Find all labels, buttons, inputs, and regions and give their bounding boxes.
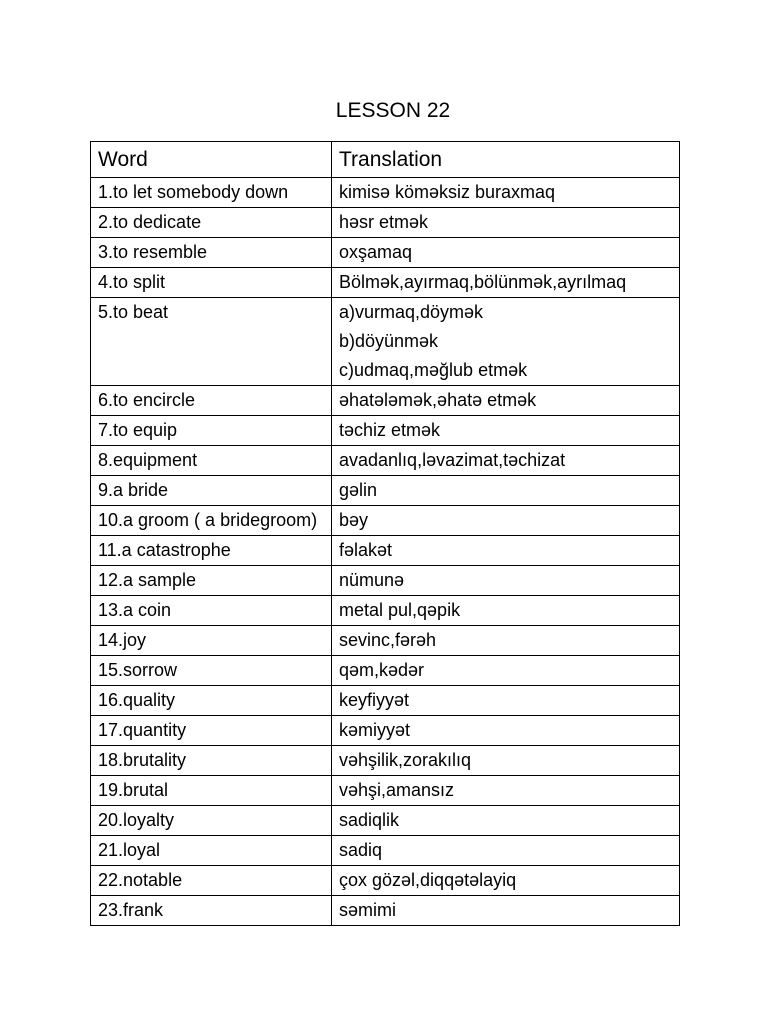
translation-cell (332, 686, 680, 716)
translation-text: keyfiyyət (339, 690, 410, 710)
column-header-translation: Translation (332, 142, 680, 178)
translation-cell (332, 416, 680, 446)
table-header-row (91, 142, 680, 178)
table-row (91, 896, 680, 926)
translation-cell (332, 386, 680, 416)
word-cell: 22.notable (91, 866, 332, 896)
column-header-word: Word (91, 142, 332, 178)
word-cell: 1.to let somebody down (91, 178, 332, 208)
table-row (91, 596, 680, 626)
table-row (91, 686, 680, 716)
word-cell: 8.equipment (91, 446, 332, 476)
table-row (91, 178, 680, 208)
translation-text: səmimi (339, 900, 396, 920)
table-row (91, 238, 680, 268)
word-cell: 20.loyalty (91, 806, 332, 836)
translation-cell (332, 566, 680, 596)
translation-text: vəhşi,amansız (339, 780, 455, 800)
table-row (91, 506, 680, 536)
table-row (91, 776, 680, 806)
table-row (91, 416, 680, 446)
table-row (91, 446, 680, 476)
translation-cell (332, 866, 680, 896)
word-cell: 10.a groom ( a bridegroom) (91, 506, 332, 536)
translation-cell (332, 446, 680, 476)
translation-text: avadanlıq,ləvazimat,təchizat (339, 450, 566, 470)
translation-cell (332, 208, 680, 238)
translation-cell (332, 806, 680, 836)
translation-cell (332, 626, 680, 656)
word-cell: 12.a sample (91, 566, 332, 596)
translation-text: qəm,kədər (339, 660, 425, 680)
translation-cell (332, 506, 680, 536)
translation-cell (332, 776, 680, 806)
word-cell: 4.to split (91, 268, 332, 298)
translation-cell (332, 896, 680, 926)
translation-text: Bölmək,ayırmaq,bölünmək,ayrılmaq (339, 272, 627, 292)
translation-text: sadiq (339, 840, 383, 860)
table-row (91, 566, 680, 596)
translation-text: oxşamaq (339, 242, 413, 262)
translation-cell (332, 476, 680, 506)
translation-text: kəmiyyət (339, 720, 411, 740)
translation-cell (332, 716, 680, 746)
translation-text: nümunə (339, 570, 405, 590)
table-row (91, 656, 680, 686)
word-cell: 2.to dedicate (91, 208, 332, 238)
translation-cell (332, 536, 680, 566)
vocabulary-table (90, 141, 680, 926)
page-title: LESSON 22 (335, 99, 451, 122)
word-cell: 19.brutal (91, 776, 332, 806)
translation-cell (332, 656, 680, 686)
table-row (91, 208, 680, 238)
word-cell: 11.a catastrophe (91, 536, 332, 566)
word-cell: 6.to encircle (91, 386, 332, 416)
table-row (91, 716, 680, 746)
word-cell: 14.joy (91, 626, 332, 656)
table-row (91, 836, 680, 866)
translation-cell (332, 268, 680, 298)
table-row (91, 866, 680, 896)
word-cell: 7.to equip (91, 416, 332, 446)
word-cell: 9.a bride (91, 476, 332, 506)
table-body (91, 178, 680, 926)
translation-text: kimisə köməksiz buraxmaq (339, 182, 556, 202)
table-row (91, 746, 680, 776)
word-cell: 16.quality (91, 686, 332, 716)
translation-text: sevinc,fərəh (339, 630, 437, 650)
word-cell: 3.to resemble (91, 238, 332, 268)
word-cell: 17.quantity (91, 716, 332, 746)
table-row (91, 536, 680, 566)
table-row (91, 476, 680, 506)
translation-text: çox gözəl,diqqətəlayiq (339, 870, 517, 890)
translation-text: gəlin (339, 480, 378, 500)
translation-text: həsr etmək (339, 212, 429, 232)
translation-cell (332, 836, 680, 866)
table-row (91, 298, 680, 386)
translation-text: metal pul,qəpik (339, 600, 461, 620)
table-row (91, 268, 680, 298)
translation-cell (332, 746, 680, 776)
word-cell: 18.brutality (91, 746, 332, 776)
translation-cell (332, 596, 680, 626)
translation-text: əhatələmək,əhatə etmək (339, 390, 537, 410)
translation-cell (332, 178, 680, 208)
translation-text: sadiqlik (339, 810, 400, 830)
translation-text: fəlakət (339, 540, 393, 560)
translation-text: təchiz etmək (339, 420, 441, 440)
word-cell: 5.to beat (91, 298, 332, 386)
translation-text: a)vurmaq,döymək (339, 302, 484, 322)
translation-text: c)udmaq,məğlub etmək (339, 360, 528, 380)
word-cell: 23.frank (91, 896, 332, 926)
translation-text: vəhşilik,zorakılıq (339, 750, 472, 770)
translation-text: bəy (339, 510, 369, 530)
table-row (91, 626, 680, 656)
word-cell: 15.sorrow (91, 656, 332, 686)
word-cell: 21.loyal (91, 836, 332, 866)
translation-cell (332, 238, 680, 268)
word-cell: 13.a coin (91, 596, 332, 626)
table-row (91, 386, 680, 416)
translation-cell (332, 298, 680, 386)
translation-text: b)döyünmək (339, 331, 439, 351)
table-row (91, 806, 680, 836)
